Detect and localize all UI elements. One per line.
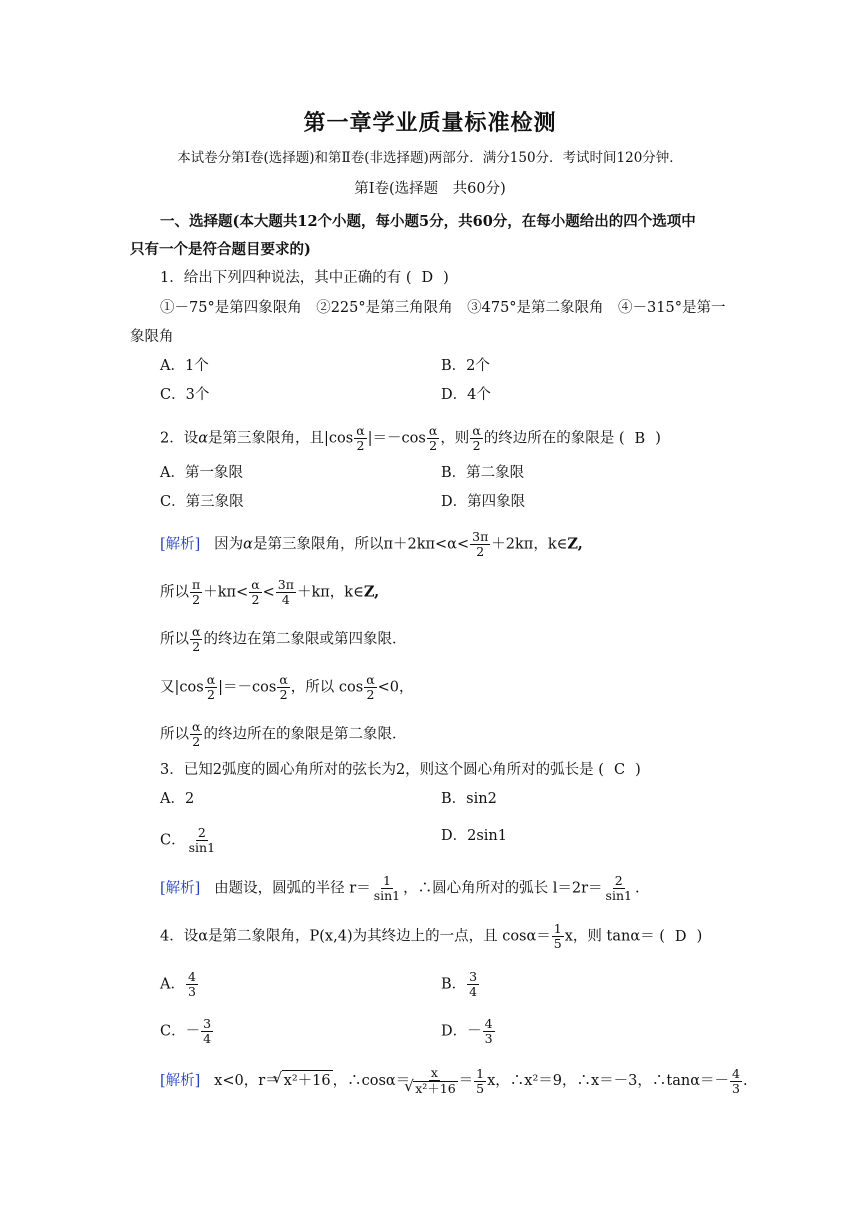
q4-option-c: C．－ $\frac{3}{4}$ [160,1016,212,1046]
q1-option-b: B．2个 [441,358,490,374]
q1-option-a: A．1个 [160,358,209,374]
q1-stem: 1．给出下列四种说法，其中正确的有 ( D ) [160,270,449,286]
q2-option-a: A．第一象限 [160,465,243,481]
q2-solution-line1: [解析] 因为α是第三象限角，所以π＋2kπ<α< $\frac{3\pi}{2}$ ＋2kπ，k∈Z, [160,529,583,559]
q2-solution-line3: 所以 $\frac{\alpha}{2}$ 的终边在第二象限或第四象限． [160,624,407,654]
q3-option-b: B．sin2 [441,791,497,807]
section1-heading-cont: 只有一个是符合题目要求的) [130,241,311,258]
intro-text: 本试卷分第Ⅰ卷(选择题)和第Ⅱ卷(非选择题)两部分．满分150分．考试时间120分钟． [177,150,683,166]
q1-answer: D [421,270,434,286]
q2-solution-line2: 所以 $\frac{\pi}{2}$ ＋kπ< $\frac{\alpha}{2}$ < $\frac{3\pi}{4}$ ＋kπ，k∈Z, [160,577,380,607]
q4-stem: 4．设α是第二象限角，P(x,4)为其终边上的一点，且 cosα＝ $\frac{1}{5}$ x，则 tanα＝ ( D ) [160,921,703,951]
q4-option-d: D．－ $\frac{4}{3}$ [441,1016,493,1046]
q2-answer: B [634,430,646,447]
section1-heading: 一、选择题(本大题共12个小题，每小题5分，共60分，在每小题给出的四个选项中 [160,213,696,230]
q1-items: ①－75°是第四象限角 ②225°是第三角限角 ③475°是第二象限角 ④－315°是第一 [160,300,726,316]
q2-option-d: D．第四象限 [441,494,526,510]
q3-answer: C [613,762,626,778]
q2-option-c: C．第三象限 [160,494,244,510]
q4-solution: [解析] x<0，r＝√ x²＋16 ，∴cosα＝ x √ x²＋16 ＝ $\frac{1}{5}$ x，∴x²＝9，∴x＝－3，∴tanα＝－ $\frac{4}{3}$ . [160,1066,748,1096]
analysis-tag: [解析] [160,536,201,553]
q1-stem-text: 1．给出下列四种说法，其中正确的有 [160,270,402,286]
q4-option-a: A． $\frac{4}{3}$ [160,969,196,999]
page-title: 第一章学业质量标准检测 [303,111,557,136]
q2-option-b: B．第二象限 [441,465,525,481]
q2-stem: 2．设α是第三象限角，且|cos $\frac{\alpha}{2}$ |＝－cos $\frac{\alpha}{2}$ ，则 $\frac{\alpha}{2}$ 的终边所在的象限是 ( B ) [160,423,661,453]
q1-option-c: C．3个 [160,387,210,403]
part1-heading: 第Ⅰ卷(选择题 共60分) [354,181,506,197]
q4-option-b: B． $\frac{3}{4}$ [441,969,478,999]
q3-option-d: D．2sin1 [441,828,507,844]
q1-items-cont: 象限角 [130,329,174,345]
q4-answer: D [674,928,687,945]
q3-solution: [解析] 由题设，圆弧的半径 r＝ $\frac{1}{\sin 1}$ ，∴圆心角所对的弧长 l＝2r＝ $\frac{2}{\sin 1}$ . [160,873,640,903]
q2-solution-line4: 又|cos $\frac{\alpha}{2}$ |＝－cos $\frac{\alpha}{2}$ ，所以 cos $\frac{\alpha}{2}$ <0， [160,672,414,702]
q3-option-a: A．2 [160,791,195,807]
q1-option-d: D．4个 [441,387,491,403]
q2-solution-line5: 所以 $\frac{\alpha}{2}$ 的终边所在的象限是第二象限． [160,719,407,749]
q3-stem: 3．已知2弧度的圆心角所对的弦长为2，则这个圆心角所对的弧长是 ( C ) [160,762,641,778]
q3-option-c: C． $\frac{2}{\sin 1}$ [160,825,216,855]
